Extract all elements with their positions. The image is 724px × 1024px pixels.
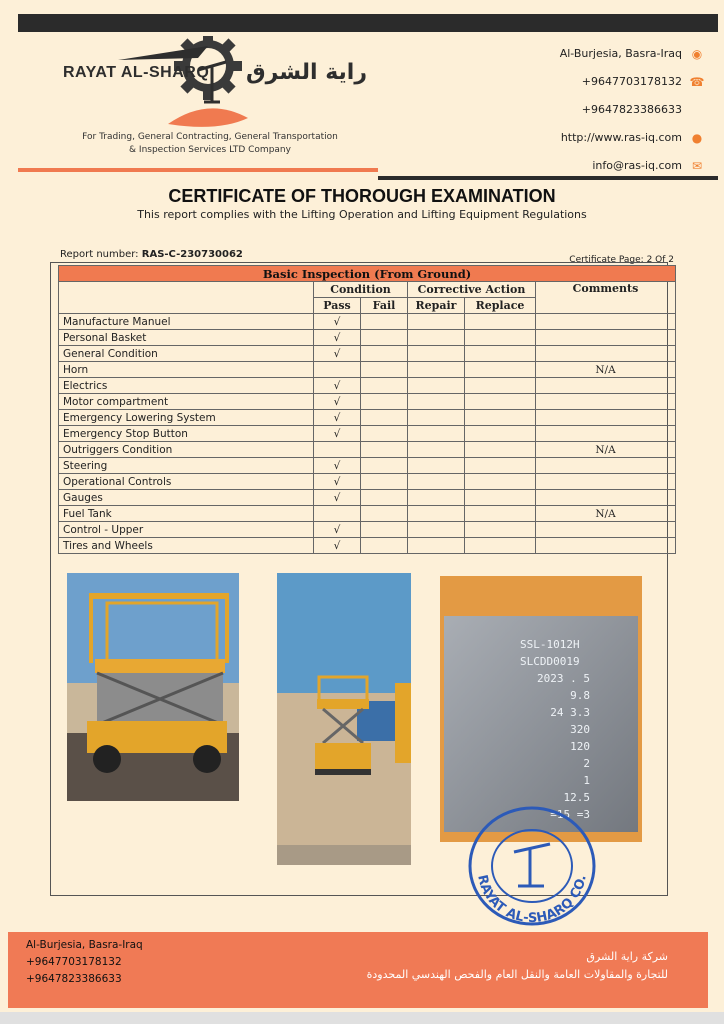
- inspection-table: [58, 265, 676, 554]
- comment-cell: [536, 538, 676, 554]
- report-number: Report number: RAS-C-230730062: [60, 249, 243, 260]
- fail-cell: [361, 538, 408, 554]
- comment-cell: [536, 378, 676, 394]
- comment-cell: [536, 474, 676, 490]
- replace-cell: [465, 378, 536, 394]
- pass-mark: √: [314, 394, 361, 410]
- inspection-item: Fuel Tank: [59, 506, 314, 522]
- comment-cell: [536, 490, 676, 506]
- repair-cell: [408, 490, 465, 506]
- replace-cell: [465, 506, 536, 522]
- inspection-row: [59, 474, 676, 490]
- fail-cell: [361, 522, 408, 538]
- plate-line: 24 3.3: [550, 706, 590, 719]
- inspection-row: [59, 426, 676, 442]
- fail-cell: [361, 442, 408, 458]
- brand-name-en: RAYAT AL-SHARQ: [63, 64, 210, 81]
- inspection-row: [59, 378, 676, 394]
- repair-cell: [408, 522, 465, 538]
- inspection-row: [59, 458, 676, 474]
- pass-mark: √: [314, 474, 361, 490]
- replace-cell: [465, 362, 536, 378]
- inspection-row: [59, 506, 676, 522]
- repair-cell: [408, 426, 465, 442]
- plate-line: 1: [583, 774, 590, 787]
- repair-cell: [408, 362, 465, 378]
- inspection-item: Personal Basket: [59, 330, 314, 346]
- repair-cell: [408, 506, 465, 522]
- brand-name-ar: راية الشرق: [246, 60, 368, 85]
- col-replace: Replace: [465, 298, 536, 314]
- inspection-item: Manufacture Manuel: [59, 314, 314, 330]
- inspection-item: Operational Controls: [59, 474, 314, 490]
- footer-arabic-name: شركة راية الشرق للتجارة والمقاولات العامة والنقل العام والفحص الهندسي المحدودة: [366, 950, 668, 981]
- inspection-item: General Condition: [59, 346, 314, 362]
- comment-cell: [536, 522, 676, 538]
- footer-contacts: Al-Burjesia, Basra-Iraq +9647703178132 +9647823386633: [26, 939, 143, 985]
- col-fail: Fail: [361, 298, 408, 314]
- repair-cell: [408, 442, 465, 458]
- inspection-row: [59, 538, 676, 554]
- inspection-row: [59, 330, 676, 346]
- phone-icon: ☎: [689, 75, 705, 89]
- contact-email: info@ras-iq.com ✉: [592, 159, 703, 173]
- fail-cell: [361, 314, 408, 330]
- comment-cell: [536, 346, 676, 362]
- contact-phone-2: +9647823386633: [581, 103, 682, 116]
- inspection-item: Gauges: [59, 490, 314, 506]
- contact-address: Al-Burjesia, Basra-Iraq ◉: [559, 47, 703, 61]
- certificate-page: Certificate Page: 2 Of 2: [569, 255, 674, 265]
- page-bottom-edge: [0, 1012, 724, 1024]
- plate-line: 2: [583, 757, 590, 770]
- inspection-row: [59, 362, 676, 378]
- replace-cell: [465, 458, 536, 474]
- pass-mark: √: [314, 458, 361, 474]
- header-top-bar: [18, 14, 718, 32]
- plate-line: =15 =3: [550, 808, 590, 821]
- fail-cell: [361, 346, 408, 362]
- comment-cell: [536, 314, 676, 330]
- pass-mark: [314, 442, 361, 458]
- globe-icon: ●: [691, 131, 703, 145]
- replace-cell: [465, 522, 536, 538]
- replace-cell: [465, 474, 536, 490]
- replace-cell: [465, 426, 536, 442]
- replace-cell: [465, 346, 536, 362]
- location-icon: ◉: [691, 47, 703, 61]
- inspection-row: [59, 490, 676, 506]
- lift-photo-side: [67, 573, 239, 801]
- repair-cell: [408, 410, 465, 426]
- pass-mark: √: [314, 314, 361, 330]
- comment-cell: [536, 426, 676, 442]
- plate-line: 9.8: [570, 689, 590, 702]
- inspection-row: [59, 522, 676, 538]
- footer-band: [8, 932, 708, 1008]
- inspection-row: [59, 394, 676, 410]
- inspection-item: Control - Upper: [59, 522, 314, 538]
- plate-line: 2023 . 5: [537, 672, 590, 685]
- mail-icon: ✉: [691, 159, 703, 173]
- pass-mark: √: [314, 538, 361, 554]
- repair-cell: [408, 474, 465, 490]
- pass-mark: √: [314, 490, 361, 506]
- fail-cell: [361, 426, 408, 442]
- comment-cell: [536, 410, 676, 426]
- inspection-item: Motor compartment: [59, 394, 314, 410]
- inspection-item: Steering: [59, 458, 314, 474]
- inspection-item: Tires and Wheels: [59, 538, 314, 554]
- comment-cell: N/A: [536, 442, 676, 458]
- pass-mark: √: [314, 426, 361, 442]
- plate-line: 320: [570, 723, 590, 736]
- inspection-item: Horn: [59, 362, 314, 378]
- pass-mark: √: [314, 378, 361, 394]
- replace-cell: [465, 442, 536, 458]
- pass-mark: [314, 362, 361, 378]
- fail-cell: [361, 458, 408, 474]
- company-stamp: [464, 800, 600, 930]
- comment-cell: [536, 458, 676, 474]
- contact-phone-1: +9647703178132 ☎: [581, 75, 705, 89]
- col-pass: Pass: [314, 298, 361, 314]
- repair-cell: [408, 330, 465, 346]
- inspection-item: Outriggers Condition: [59, 442, 314, 458]
- repair-cell: [408, 394, 465, 410]
- repair-cell: [408, 458, 465, 474]
- pass-mark: [314, 506, 361, 522]
- svg-text:RAYAT AL-SHARQ CO.: RAYAT AL-SHARQ CO.: [474, 873, 590, 927]
- replace-cell: [465, 330, 536, 346]
- replace-cell: [465, 394, 536, 410]
- company-tagline: For Trading, General Contracting, General Transportation & Inspection Services LTD Company: [82, 132, 338, 155]
- repair-cell: [408, 538, 465, 554]
- fail-cell: [361, 394, 408, 410]
- header-contacts: [560, 40, 704, 180]
- inspection-item: Emergency Stop Button: [59, 426, 314, 442]
- inspection-row: [59, 346, 676, 362]
- repair-cell: [408, 314, 465, 330]
- fail-cell: [361, 330, 408, 346]
- plate-line: 120: [570, 740, 590, 753]
- repair-cell: [408, 378, 465, 394]
- comment-cell: [536, 394, 676, 410]
- plate-line: SSL-1012H: [520, 638, 580, 651]
- fail-cell: [361, 410, 408, 426]
- pass-mark: √: [314, 330, 361, 346]
- fail-cell: [361, 362, 408, 378]
- comment-cell: [536, 330, 676, 346]
- fail-cell: [361, 506, 408, 522]
- replace-cell: [465, 410, 536, 426]
- document-title: CERTIFICATE OF THOROUGH EXAMINATION: [168, 186, 556, 206]
- comment-cell: N/A: [536, 362, 676, 378]
- pass-mark: √: [314, 410, 361, 426]
- replace-cell: [465, 490, 536, 506]
- fail-cell: [361, 474, 408, 490]
- col-comments: Comments: [536, 282, 676, 314]
- header-divider-orange: [18, 168, 378, 172]
- inspection-row: [59, 314, 676, 330]
- col-condition: Condition: [314, 282, 408, 298]
- pass-mark: √: [314, 346, 361, 362]
- plate-line: 12.5: [563, 791, 590, 804]
- repair-cell: [408, 346, 465, 362]
- replace-cell: [465, 538, 536, 554]
- inspection-item: Electrics: [59, 378, 314, 394]
- inspection-row: [59, 442, 676, 458]
- col-repair: Repair: [408, 298, 465, 314]
- document-subtitle: This report complies with the Lifting Operation and Lifting Equipment Regulations: [137, 208, 587, 221]
- section-title: Basic Inspection (From Ground): [59, 266, 676, 282]
- comment-cell: N/A: [536, 506, 676, 522]
- lift-photo-rear: [277, 573, 411, 865]
- fail-cell: [361, 378, 408, 394]
- plate-line: SLCDD0019: [520, 655, 580, 668]
- replace-cell: [465, 314, 536, 330]
- fail-cell: [361, 490, 408, 506]
- inspection-row: [59, 410, 676, 426]
- contact-website: http://www.ras-iq.com ●: [560, 131, 703, 145]
- pass-mark: √: [314, 522, 361, 538]
- inspection-item: Emergency Lowering System: [59, 410, 314, 426]
- header-divider-dark: [378, 176, 718, 180]
- col-corrective-action: Corrective Action: [408, 282, 536, 298]
